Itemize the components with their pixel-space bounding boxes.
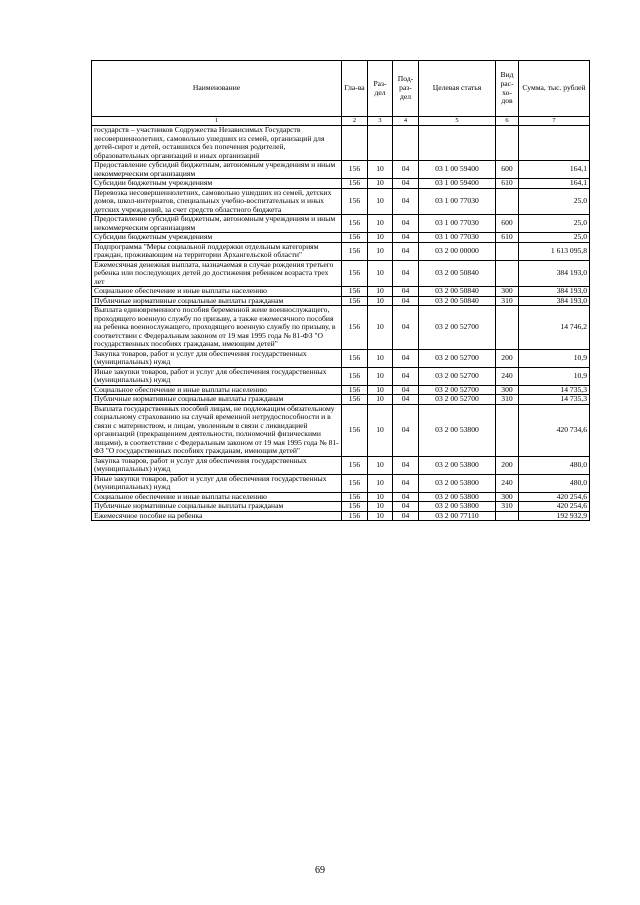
cell-amount: 14 746,2 [519,306,590,350]
cell-razdel: 10 [368,456,393,474]
cell-target-article: 03 2 00 52700 [419,395,496,405]
cell-expense-type [496,404,519,456]
cell-target-article: 03 2 00 53800 [419,456,496,474]
column-number: 6 [496,117,519,126]
cell-name: Публичные нормативные социальные выплаты гражданам [92,502,342,512]
cell-glava: 156 [342,404,368,456]
cell-razdel: 10 [368,349,393,367]
cell-glava: 156 [342,179,368,189]
cell-podrazdel: 04 [393,242,419,260]
cell-amount: 480,0 [519,474,590,492]
cell-podrazdel: 04 [393,502,419,512]
cell-target-article: 03 2 00 53800 [419,502,496,512]
cell-target-article: 03 2 00 50840 [419,296,496,306]
cell-razdel: 10 [368,511,393,521]
cell-amount: 14 735,3 [519,385,590,395]
cell-target-article: 03 2 00 53800 [419,492,496,502]
cell-expense-type: 200 [496,349,519,367]
cell-name: Ежемесячная денежная выплата, назначаемая в случае рождения третьего ребенка или последующих детей до достижения ребенком возраста трех лет [92,260,342,287]
table-header-row [92,61,590,117]
header-name: Наименование [92,61,342,117]
cell-podrazdel: 04 [393,511,419,521]
cell-podrazdel: 04 [393,492,419,502]
cell-razdel: 10 [368,161,393,179]
cell-glava [342,126,368,161]
cell-target-article: 03 2 00 52700 [419,385,496,395]
cell-glava: 156 [342,260,368,287]
header-razdel: Раз-дел [368,61,393,117]
cell-razdel: 10 [368,233,393,243]
cell-podrazdel: 04 [393,179,419,189]
cell-target-article: 03 1 00 77030 [419,215,496,233]
cell-expense-type: 310 [496,395,519,405]
cell-amount: 25,0 [519,188,590,215]
cell-expense-type [496,126,519,161]
column-number: 5 [419,117,496,126]
cell-podrazdel: 04 [393,395,419,405]
cell-target-article: 03 1 00 77030 [419,233,496,243]
table-row [92,367,590,385]
cell-target-article: 03 2 00 50840 [419,287,496,297]
cell-razdel: 10 [368,492,393,502]
cell-razdel: 10 [368,260,393,287]
cell-target-article: 03 2 00 52700 [419,349,496,367]
cell-razdel: 10 [368,367,393,385]
column-number-row [92,117,590,126]
cell-target-article: 03 2 00 77110 [419,511,496,521]
cell-amount: 164,1 [519,161,590,179]
table-row [92,242,590,260]
cell-amount [519,126,590,161]
cell-expense-type: 200 [496,456,519,474]
column-number: 7 [519,117,590,126]
cell-target-article: 03 2 00 53800 [419,404,496,456]
cell-name: Закупка товаров, работ и услуг для обеспечения государственных (муниципальных) нужд [92,349,342,367]
cell-name: Публичные нормативные социальные выплаты гражданам [92,395,342,405]
table-row [92,511,590,521]
cell-amount: 480,0 [519,456,590,474]
cell-glava: 156 [342,233,368,243]
column-number: 4 [393,117,419,126]
cell-target-article: 03 2 00 00000 [419,242,496,260]
cell-expense-type: 310 [496,502,519,512]
cell-amount: 14 735,3 [519,395,590,405]
table-row [92,161,590,179]
cell-target-article [419,126,496,161]
table-row [92,233,590,243]
cell-glava: 156 [342,287,368,297]
cell-target-article: 03 2 00 53800 [419,474,496,492]
cell-expense-type: 610 [496,233,519,243]
cell-glava: 156 [342,456,368,474]
cell-amount: 192 932,9 [519,511,590,521]
table-row [92,296,590,306]
cell-expense-type: 240 [496,474,519,492]
cell-name: Субсидии бюджетным учреждениям [92,233,342,243]
cell-name: Перевозка несовершеннолетних, самовольно ушедших из семей, детских домов, школ-интернатов, специальных учебно-воспитательных и иных детских учреждений, за счет средств областного бюджета [92,188,342,215]
cell-podrazdel: 04 [393,349,419,367]
budget-table [91,60,590,521]
cell-glava: 156 [342,242,368,260]
cell-name: Социальное обеспечение и иные выплаты населению [92,492,342,502]
cell-target-article: 03 2 00 52700 [419,306,496,350]
cell-expense-type [496,511,519,521]
cell-glava: 156 [342,367,368,385]
cell-name: Выплата государственных пособий лицам, не подлежащим обязательному социальному страхованию на случай временной нетрудоспособности и в связи с материнством, и лицам, уволенным в связи с ликвидацией организаций (прекращением деятельности, полномочий физическими лицами), в соответствии с Федеральным законом от 19 мая 1995 года № 81-ФЗ "О государственных пособиях гражданам, имеющим детей" [92,404,342,456]
cell-razdel: 10 [368,306,393,350]
cell-target-article: 03 2 00 52700 [419,367,496,385]
cell-amount: 384 193,0 [519,296,590,306]
cell-expense-type: 600 [496,215,519,233]
table-row [92,404,590,456]
cell-razdel: 10 [368,474,393,492]
cell-expense-type: 610 [496,179,519,189]
cell-target-article: 03 1 00 59400 [419,161,496,179]
header-amount: Сумма, тыс. рублей [519,61,590,117]
header-target-article: Целевая статья [419,61,496,117]
table-row [92,179,590,189]
table-row [92,456,590,474]
cell-razdel: 10 [368,188,393,215]
table-row [92,306,590,350]
cell-name: Предоставление субсидий бюджетным, автономным учреждениям и иным некоммерческим организациям [92,215,342,233]
cell-glava: 156 [342,502,368,512]
cell-expense-type: 300 [496,492,519,502]
cell-glava: 156 [342,474,368,492]
cell-razdel: 10 [368,404,393,456]
header-expense-type: Вид рас-хо-дов [496,61,519,117]
cell-razdel: 10 [368,242,393,260]
cell-name: Предоставление субсидий бюджетным, автономным учреждениям и иным некоммерческим организациям [92,161,342,179]
header-podrazdel: Под-раз-дел [393,61,419,117]
table-row [92,126,590,161]
cell-name: Иные закупки товаров, работ и услуг для обеспечения государственных (муниципальных) нужд [92,474,342,492]
table-row [92,188,590,215]
table-row [92,385,590,395]
cell-glava: 156 [342,188,368,215]
cell-glava: 156 [342,296,368,306]
table-row [92,492,590,502]
cell-podrazdel: 04 [393,306,419,350]
table-row [92,502,590,512]
cell-name: Иные закупки товаров, работ и услуг для обеспечения государственных (муниципальных) нужд [92,367,342,385]
column-number: 2 [342,117,368,126]
cell-podrazdel: 04 [393,385,419,395]
cell-glava: 156 [342,215,368,233]
table-row [92,287,590,297]
cell-podrazdel: 04 [393,260,419,287]
table-body [92,126,590,521]
cell-amount: 10,9 [519,349,590,367]
cell-name: Социальное обеспечение и иные выплаты населению [92,385,342,395]
cell-podrazdel: 04 [393,188,419,215]
cell-target-article: 03 2 00 50840 [419,260,496,287]
cell-expense-type [496,306,519,350]
cell-podrazdel: 04 [393,474,419,492]
cell-expense-type: 300 [496,385,519,395]
cell-podrazdel: 04 [393,367,419,385]
cell-expense-type [496,188,519,215]
cell-expense-type: 300 [496,287,519,297]
cell-target-article: 03 1 00 77030 [419,188,496,215]
cell-amount: 420 254,6 [519,502,590,512]
cell-podrazdel: 04 [393,215,419,233]
table-row [92,395,590,405]
cell-name: государств – участников Содружества Независимых Государств несовершеннолетних, самовольно ушедших из семей, организаций для детей-сирот и детей, оставшихся без попечения родителей, образовательных организаций и иных организаций [92,126,342,161]
cell-glava: 156 [342,511,368,521]
cell-expense-type: 310 [496,296,519,306]
cell-name: Выплата единовременного пособия беременной жене военнослужащего, проходящего военную службу по призыву, а также ежемесячного пособия на ребенка военнослужащего, проходящего военную службу по призыву, в соответствии с Федеральным законом от 19 мая 1995 года № 81-ФЗ "О государственных пособиях гражданам, имеющим детей" [92,306,342,350]
table-row [92,349,590,367]
cell-razdel: 10 [368,215,393,233]
table-row [92,260,590,287]
cell-name: Подпрограмма "Меры социальной поддержки отдельным категориям граждан, проживающим на территории Архангельской области" [92,242,342,260]
cell-glava: 156 [342,492,368,502]
cell-razdel: 10 [368,385,393,395]
cell-razdel: 10 [368,502,393,512]
cell-razdel: 10 [368,395,393,405]
cell-expense-type: 600 [496,161,519,179]
cell-name: Субсидии бюджетным учреждениям [92,179,342,189]
cell-podrazdel: 04 [393,456,419,474]
column-number: 3 [368,117,393,126]
cell-amount: 164,1 [519,179,590,189]
cell-podrazdel: 04 [393,296,419,306]
cell-razdel [368,126,393,161]
table-row [92,215,590,233]
cell-razdel: 10 [368,296,393,306]
cell-expense-type [496,242,519,260]
cell-podrazdel: 04 [393,404,419,456]
cell-amount: 420 254,6 [519,492,590,502]
cell-amount: 384 193,0 [519,287,590,297]
cell-amount: 420 734,6 [519,404,590,456]
cell-podrazdel [393,126,419,161]
cell-amount: 10,9 [519,367,590,385]
cell-razdel: 10 [368,179,393,189]
cell-amount: 1 613 095,8 [519,242,590,260]
cell-expense-type [496,260,519,287]
cell-podrazdel: 04 [393,287,419,297]
cell-glava: 156 [342,349,368,367]
cell-podrazdel: 04 [393,233,419,243]
cell-podrazdel: 04 [393,161,419,179]
cell-amount: 25,0 [519,215,590,233]
cell-glava: 156 [342,385,368,395]
cell-name: Ежемесячное пособие на ребенка [92,511,342,521]
cell-glava: 156 [342,306,368,350]
cell-expense-type: 240 [496,367,519,385]
cell-name: Социальное обеспечение и иные выплаты населению [92,287,342,297]
cell-glava: 156 [342,395,368,405]
cell-name: Публичные нормативные социальные выплаты гражданам [92,296,342,306]
header-glava: Гла-ва [342,61,368,117]
column-number: 1 [92,117,342,126]
cell-razdel: 10 [368,287,393,297]
table-row [92,474,590,492]
page-number: 69 [315,865,325,876]
cell-glava: 156 [342,161,368,179]
cell-target-article: 03 1 00 59400 [419,179,496,189]
cell-amount: 25,0 [519,233,590,243]
cell-amount: 384 193,0 [519,260,590,287]
cell-name: Закупка товаров, работ и услуг для обеспечения государственных (муниципальных) нужд [92,456,342,474]
